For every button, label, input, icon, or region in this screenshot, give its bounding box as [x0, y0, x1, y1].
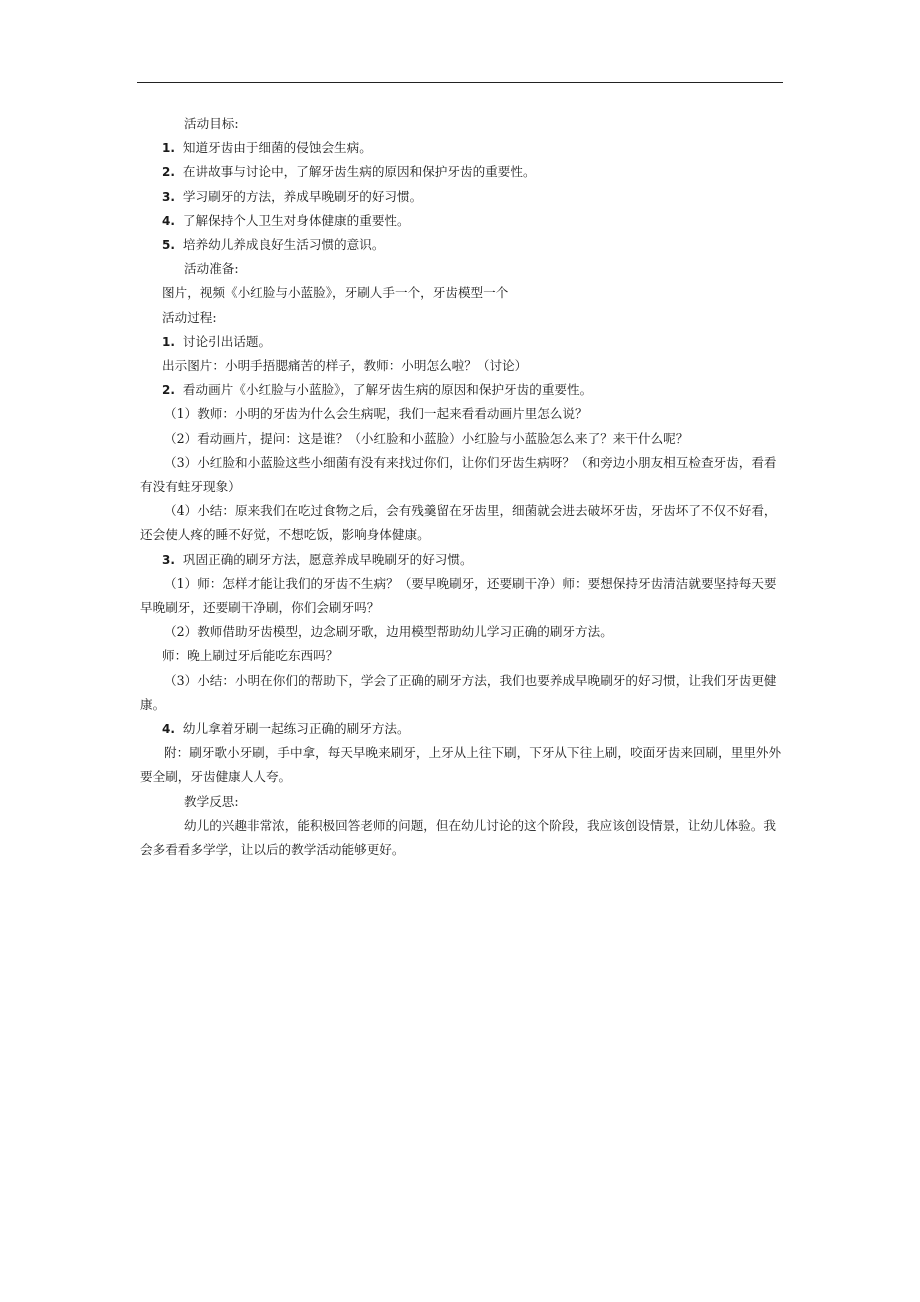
step-detail: 出示图片：小明手捂腮痛苦的样子，教师：小明怎么啦？（讨论）: [162, 358, 528, 374]
objective-item: [140, 233, 782, 257]
process-step: [140, 548, 782, 572]
step-number: 4.: [162, 722, 175, 737]
objective-item: [140, 136, 782, 160]
objective-number: 2.: [162, 165, 175, 180]
process-step: [140, 330, 782, 354]
step-question: 师：晚上刷过牙后能吃东西吗？: [162, 648, 339, 664]
step-text: 幼儿拿着牙刷一起练习正确的刷牙方法。: [182, 721, 410, 737]
objective-text: 知道牙齿由于细菌的侵蚀会生病。: [182, 140, 372, 156]
objectives-heading: 活动目标:: [184, 116, 239, 131]
document-body: [140, 112, 782, 862]
preparation-heading: 活动准备:: [184, 261, 239, 277]
step-number: 2.: [162, 383, 175, 398]
step-text: 看动画片《小红脸与小蓝脸》，了解牙齿生病的原因和保护牙齿的重要性。: [182, 382, 593, 398]
step-number: 1.: [162, 334, 175, 349]
objective-item: [140, 185, 782, 209]
sub-item: （1）师：怎样才能让我们的牙齿不生病？（要早晚刷牙，还要刷干净）师：要想保持牙齿清洁就要坚持每天要早晚刷牙，还要刷干净刷，你们会刷牙吗？: [140, 575, 777, 616]
process-step: [140, 717, 782, 741]
step-text: 巩固正确的刷牙方法，愿意养成早晚刷牙的好习惯。: [182, 551, 473, 567]
step-number: 3.: [162, 552, 175, 567]
objective-text: 学习刷牙的方法，养成早晚刷牙的好习惯。: [182, 188, 423, 204]
appendix-text: 附：刷牙歌小牙刷，手中拿，每天早晚来刷牙，上牙从上往下刷，下牙从下往上刷，咬面牙齿来回刷，里里外外要全刷，牙齿健康人人夸。: [140, 745, 782, 785]
objective-text: 了解保持个人卫生对身体健康的重要性。: [182, 212, 410, 228]
sub-item: （2）看动画片，提问：这是谁？（小红脸和小蓝脸）小红脸与小蓝脸怎么来了？来干什么呢？: [164, 430, 689, 446]
objective-text: 在讲故事与讨论中，了解牙齿生病的原因和保护牙齿的重要性。: [182, 164, 536, 180]
preparation-text: 图片，视频《小红脸与小蓝脸》，牙刷人手一个，牙齿模型一个: [162, 285, 509, 301]
objective-number: 1.: [162, 141, 175, 156]
objective-text: 培养幼儿养成良好生活习惯的意识。: [182, 237, 385, 253]
header-rule: [137, 82, 783, 83]
sub-item: （2）教师借助牙齿模型，边念刷牙歌，边用模型帮助幼儿学习正确的刷牙方法。: [164, 624, 613, 640]
sub-item: （4）小结：原来我们在吃过食物之后，会有残羹留在牙齿里，细菌就会进去破坏牙齿，牙齿坏了不仅不好看，还会使人疼的睡不好觉，不想吃饭，影响身体健康。: [140, 503, 777, 543]
process-heading: 活动过程:: [162, 309, 217, 325]
objective-number: 5.: [162, 238, 175, 253]
process-step: [140, 378, 782, 402]
objective-item: [140, 209, 782, 233]
sub-item: （3）小结：小明在你们的帮助下，学会了正确的刷牙方法，我们也要养成早晚刷牙的好习惯，让我们牙齿更健康。: [140, 672, 777, 712]
objective-item: [140, 160, 782, 184]
objective-number: 3.: [162, 189, 175, 204]
reflection-text: 幼儿的兴趣非常浓，能积极回答老师的问题，但在幼儿讨论的这个阶段，我应该创设情景，让幼儿体验。我会多看看多学学，让以后的教学活动能够更好。: [140, 817, 776, 858]
sub-item: （3）小红脸和小蓝脸这些小细菌有没有来找过你们，让你们牙齿生病呀？（和旁边小朋友相互检查牙齿，看看有没有蛀牙现象）: [140, 454, 777, 495]
reflection-heading: 教学反思:: [184, 793, 239, 809]
sub-item: （1）教师：小明的牙齿为什么会生病呢，我们一起来看看动画片里怎么说？: [164, 406, 588, 422]
objective-number: 4.: [162, 213, 175, 228]
step-text: 讨论引出话题。: [182, 333, 272, 349]
